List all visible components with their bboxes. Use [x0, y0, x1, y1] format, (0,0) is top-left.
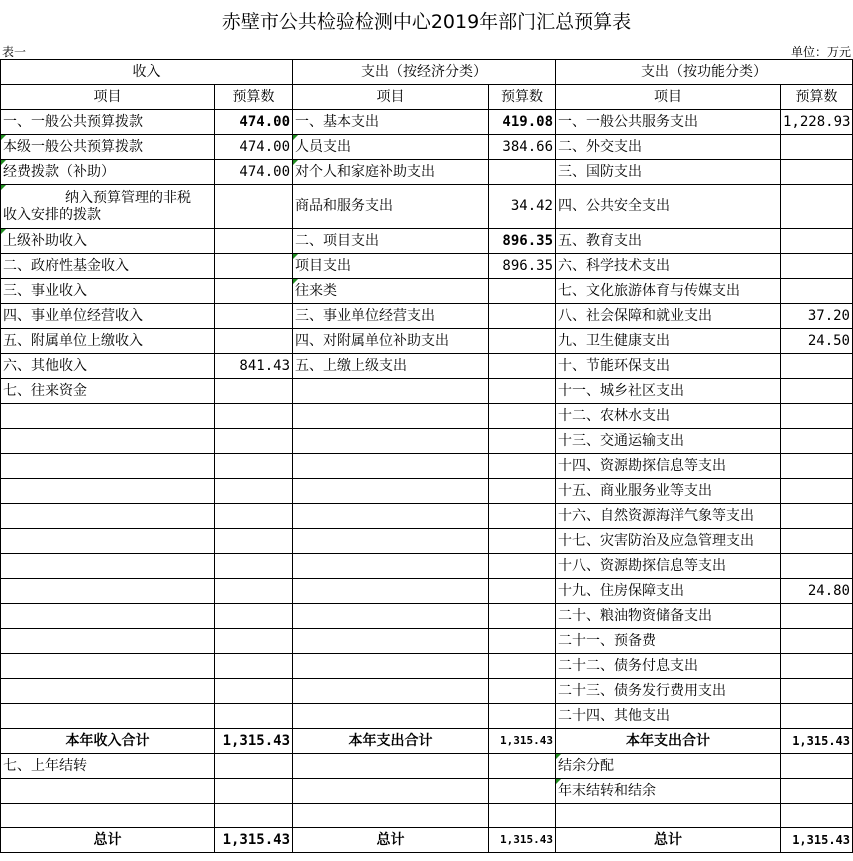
grand-income-value: 1,315.43	[215, 828, 293, 853]
func-total-label: 本年支出合计	[556, 729, 781, 754]
econ-value: 419.08	[489, 110, 556, 135]
econ-label: 人员支出	[293, 135, 489, 160]
col-budget: 预算数	[215, 85, 293, 110]
econ-value	[489, 354, 556, 379]
econ-value	[489, 329, 556, 354]
func-value	[781, 604, 853, 629]
income-value	[215, 254, 293, 279]
income-label	[1, 185, 215, 229]
econ-label: 商品和服务支出	[293, 185, 489, 229]
func-label: 一、一般公共服务支出	[556, 110, 781, 135]
econ-label: 对个人和家庭补助支出	[293, 160, 489, 185]
func-value	[781, 454, 853, 479]
table-row	[1, 429, 853, 454]
grand-func-value: 1,315.43	[781, 828, 853, 853]
table-row	[1, 679, 853, 704]
grand-total-label: 总计	[1, 828, 215, 853]
grand-total-row	[1, 828, 853, 853]
table-row	[1, 135, 853, 160]
func-value: 24.50	[781, 329, 853, 354]
econ-value	[489, 304, 556, 329]
func-label: 十八、资源勘探信息等支出	[556, 554, 781, 579]
income-label-line1: 纳入预算管理的非税	[65, 189, 191, 206]
func-label: 五、教育支出	[556, 229, 781, 254]
table-row	[1, 229, 853, 254]
income-value	[215, 329, 293, 354]
section-income: 收入	[1, 60, 293, 85]
econ-label: 五、上缴上级支出	[293, 354, 489, 379]
econ-value: 896.35	[489, 229, 556, 254]
func-label: 十九、住房保障支出	[556, 579, 781, 604]
func-value	[781, 254, 853, 279]
income-total-label: 本年收入合计	[1, 729, 215, 754]
col-item: 项目	[1, 85, 215, 110]
table-row	[1, 454, 853, 479]
func-value	[781, 504, 853, 529]
func-label: 六、科学技术支出	[556, 254, 781, 279]
econ-value	[489, 379, 556, 404]
func-label: 二十二、债务付息支出	[556, 654, 781, 679]
income-value: 474.00	[215, 135, 293, 160]
income-value	[215, 379, 293, 404]
econ-label: 三、事业单位经营支出	[293, 304, 489, 329]
func-label: 十四、资源勘探信息等支出	[556, 454, 781, 479]
year-end-carry-label: 年末结转和结余	[556, 779, 781, 804]
func-value	[781, 704, 853, 729]
table-row	[1, 329, 853, 354]
income-label: 本级一般公共预算拨款	[1, 135, 215, 160]
table-row	[1, 304, 853, 329]
income-value	[215, 304, 293, 329]
func-label: 二十三、债务发行费用支出	[556, 679, 781, 704]
econ-value: 34.42	[489, 185, 556, 229]
table-row	[1, 379, 853, 404]
econ-label: 四、对附属单位补助支出	[293, 329, 489, 354]
econ-value	[489, 279, 556, 304]
table-row	[1, 254, 853, 279]
func-value	[781, 554, 853, 579]
func-label: 十六、自然资源海洋气象等支出	[556, 504, 781, 529]
grand-total-label: 总计	[556, 828, 781, 853]
income-value: 474.00	[215, 160, 293, 185]
table-row	[1, 185, 853, 229]
page-title: 赤壁市公共检验检测中心2019年部门汇总预算表	[221, 11, 632, 33]
func-label: 十五、商业服务业等支出	[556, 479, 781, 504]
func-label: 四、公共安全支出	[556, 185, 781, 229]
table-row	[1, 404, 853, 429]
table-row	[1, 504, 853, 529]
func-label: 二十四、其他支出	[556, 704, 781, 729]
income-label: 三、事业收入	[1, 279, 215, 304]
econ-label: 二、项目支出	[293, 229, 489, 254]
func-value: 24.80	[781, 579, 853, 604]
func-value	[781, 654, 853, 679]
income-label: 六、其他收入	[1, 354, 215, 379]
unit-label: 单位：万元	[790, 45, 851, 59]
col-budget: 预算数	[489, 85, 556, 110]
econ-label: 往来类	[293, 279, 489, 304]
table-row	[1, 554, 853, 579]
func-label: 二、外交支出	[556, 135, 781, 160]
func-value	[781, 429, 853, 454]
func-label: 二十一、预备费	[556, 629, 781, 654]
func-value: 37.20	[781, 304, 853, 329]
table-row	[1, 629, 853, 654]
income-label: 四、事业单位经营收入	[1, 304, 215, 329]
table-row	[1, 529, 853, 554]
table-row	[1, 704, 853, 729]
func-value	[781, 479, 853, 504]
prev-year-carry-label: 七、上年结转	[1, 754, 215, 779]
func-label: 十三、交通运输支出	[556, 429, 781, 454]
func-value	[781, 229, 853, 254]
col-budget: 预算数	[781, 85, 853, 110]
table-row	[1, 654, 853, 679]
table-number: 表一	[2, 45, 27, 59]
income-value: 841.43	[215, 354, 293, 379]
func-value	[781, 354, 853, 379]
table-row	[1, 754, 853, 779]
func-value	[781, 160, 853, 185]
income-value	[215, 279, 293, 304]
income-label: 七、往来资金	[1, 379, 215, 404]
income-label: 一、一般公共预算拨款	[1, 110, 215, 135]
func-label: 八、社会保障和就业支出	[556, 304, 781, 329]
table-row	[1, 279, 853, 304]
column-header-row	[1, 85, 853, 110]
econ-value: 896.35	[489, 254, 556, 279]
func-value	[781, 679, 853, 704]
func-label: 十、节能环保支出	[556, 354, 781, 379]
econ-label	[293, 379, 489, 404]
func-label: 十七、灾害防治及应急管理支出	[556, 529, 781, 554]
func-value: 1,228.93	[781, 110, 853, 135]
func-label: 三、国防支出	[556, 160, 781, 185]
table-row	[1, 779, 853, 804]
func-value	[781, 404, 853, 429]
section-header-row	[1, 60, 853, 85]
econ-value: 384.66	[489, 135, 556, 160]
func-label: 九、卫生健康支出	[556, 329, 781, 354]
col-item: 项目	[293, 85, 489, 110]
table-row	[1, 110, 853, 135]
income-label: 五、附属单位上缴收入	[1, 329, 215, 354]
func-value	[781, 279, 853, 304]
surplus-alloc-label: 结余分配	[556, 754, 781, 779]
table-row	[1, 804, 853, 828]
grand-total-label: 总计	[293, 828, 489, 853]
econ-total-label: 本年支出合计	[293, 729, 489, 754]
grand-econ-value: 1,315.43	[489, 828, 556, 853]
func-label: 二十、粮油物资储备支出	[556, 604, 781, 629]
income-label: 经费拨款（补助）	[1, 160, 215, 185]
table-row	[1, 354, 853, 379]
budget-table	[0, 59, 853, 853]
income-value	[215, 185, 293, 229]
income-label: 上级补助收入	[1, 229, 215, 254]
func-value	[781, 529, 853, 554]
income-value: 474.00	[215, 110, 293, 135]
table-row	[1, 579, 853, 604]
section-expense-econ: 支出（按经济分类）	[293, 60, 556, 85]
func-value	[781, 379, 853, 404]
func-total-value: 1,315.43	[781, 729, 853, 754]
func-value	[781, 629, 853, 654]
func-label: 十一、城乡社区支出	[556, 379, 781, 404]
section-expense-func: 支出（按功能分类）	[556, 60, 853, 85]
table-row	[1, 479, 853, 504]
econ-value	[489, 160, 556, 185]
col-item: 项目	[556, 85, 781, 110]
income-value	[215, 229, 293, 254]
table-row	[1, 604, 853, 629]
econ-label: 项目支出	[293, 254, 489, 279]
func-value	[781, 185, 853, 229]
table-row	[1, 160, 853, 185]
econ-label: 一、基本支出	[293, 110, 489, 135]
econ-total-value: 1,315.43	[489, 729, 556, 754]
func-value	[781, 135, 853, 160]
func-label: 七、文化旅游体育与传媒支出	[556, 279, 781, 304]
func-label: 十二、农林水支出	[556, 404, 781, 429]
income-total-value: 1,315.43	[215, 729, 293, 754]
income-label: 二、政府性基金收入	[1, 254, 215, 279]
income-label-line2: 收入安排的拨款	[3, 206, 101, 223]
year-total-row	[1, 729, 853, 754]
